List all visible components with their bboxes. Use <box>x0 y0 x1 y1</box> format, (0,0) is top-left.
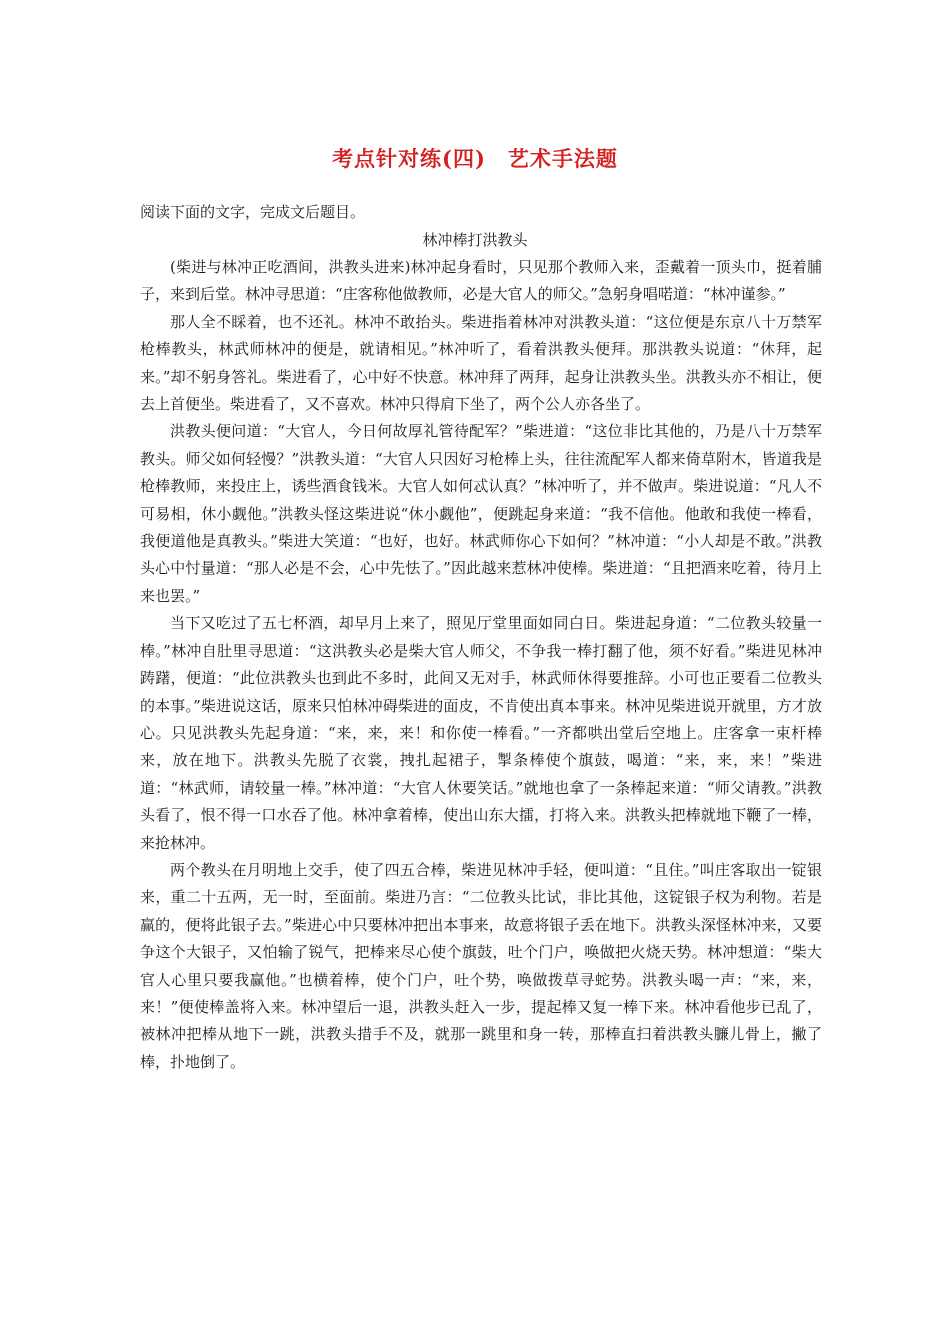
paragraph: 那人全不睬着，也不还礼。林冲不敢抬头。柴进指着林冲对洪教头道：“这位便是东京八十万禁军枪棒教头，林武师林冲的便是，就请相见。”林冲听了，看着洪教头便拜。那洪教头说道：“休拜，起来。”却不躬身答礼。柴进看了，心中好不快意。林冲拜了两拜，起身让洪教头坐。洪教头亦不相让，便去上首便坐。柴进看了，又不喜欢。林冲只得肩下坐了，两个公人亦各坐了。 <box>140 312 822 414</box>
paragraph: 两个教头在月明地上交手，使了四五合棒，柴进见林冲手轻，便叫道：“且住。”叫庄客取出一锭银来，重二十五两，无一时，至面前。柴进乃言：“二位教头比试，非比其他，这锭银子权为利物。若是赢的，便将此银子去。”柴进心中只要林冲把出本事来，故意将银子丢在地下。洪教头深怪林冲来，又要争这个大银子，又怕输了锐气，把棒来尽心使个旗鼓，吐个门户，唤做把火烧天势。林冲想道：“柴大官人心里只要我赢他。”也横着棒，使个门户，吐个势，唤做拨草寻蛇势。洪教头喝一声：“来，来，来！”便使棒盖将入来。林冲望后一退，洪教头赶入一步，提起棒又复一棒下来。林冲看他步已乱了，被林冲把棒从地下一跳，洪教头措手不及，就那一跳里和身一转，那棒直扫着洪教头臁儿骨上，撇了棒，扑地倒了。 <box>140 860 822 1071</box>
paragraph: 当下又吃过了五七杯酒，却早月上来了，照见厅堂里面如同白日。柴进起身道：“二位教头较量一棒。”林冲自肚里寻思道：“这洪教头必是柴大官人师父，不争我一棒打翻了他，须不好看。”柴进见林冲踌躇，便道：“此位洪教头也到此不多时，此间又无对手，林武师休得要推辞。小可也正要看二位教头的本事。”柴进说这话，原来只怕林冲碍柴进的面皮，不肯使出真本事来。林冲见柴进说开就里，方才放心。只见洪教头先起身道：“来，来，来！和你使一棒看。”一齐都哄出堂后空地上。庄客拿一束杆棒来，放在地下。洪教头先脱了衣裳，拽扎起裙子，掣条棒使个旗鼓，喝道：“来，来，来！”柴进道：“林武师，请较量一棒。”林冲道：“大官人休要笑话。”就地也拿了一条棒起来道：“师父请教。”洪教头看了，恨不得一口水吞了他。林冲拿着棒，使出山东大擂，打将入来。洪教头把棒就地下鞭了一棒，来抢林冲。 <box>140 614 822 852</box>
document-title: 考点针对练(四) 艺术手法题 <box>332 146 618 171</box>
passage-title: 林冲棒打洪教头 <box>422 231 528 249</box>
instruction-text: 阅读下面的文字，完成文后题目。 <box>140 203 366 221</box>
paragraph: (柴进与林冲正吃酒间，洪教头进来)林冲起身看时，只见那个教师入来，歪戴着一顶头巾，挺着脯子，来到后堂。林冲寻思道：“庄客称他做教师，必是大官人的师父。”急躬身唱喏道：“林冲谨参。” <box>140 258 822 304</box>
paragraph: 洪教头便问道：“大官人，今日何故厚礼管待配军？”柴进道：“这位非比其他的，乃是八十万禁军教头。师父如何轻慢？”洪教头道：“大官人只因好习枪棒上头，往往流配军人都来倚草附木，皆道我是枪棒教师，来投庄上，诱些酒食钱米。大官人如何忒认真？”林冲听了，并不做声。柴进说道：“凡人不可易相，休小觑他。”洪教头怪这柴进说“休小觑他”，便跳起身来道：“我不信他。他敢和我使一棒看，我便道他是真教头。”柴进大笑道：“也好，也好。林武师你心下如何？”林冲道：“小人却是不敢。”洪教头心中忖量道：“那人必是不会，心中先怯了。”因此越来惹林冲使棒。柴进道：“且把酒来吃着，待月上来也罢。” <box>140 422 822 605</box>
passage-body <box>140 254 822 1076</box>
